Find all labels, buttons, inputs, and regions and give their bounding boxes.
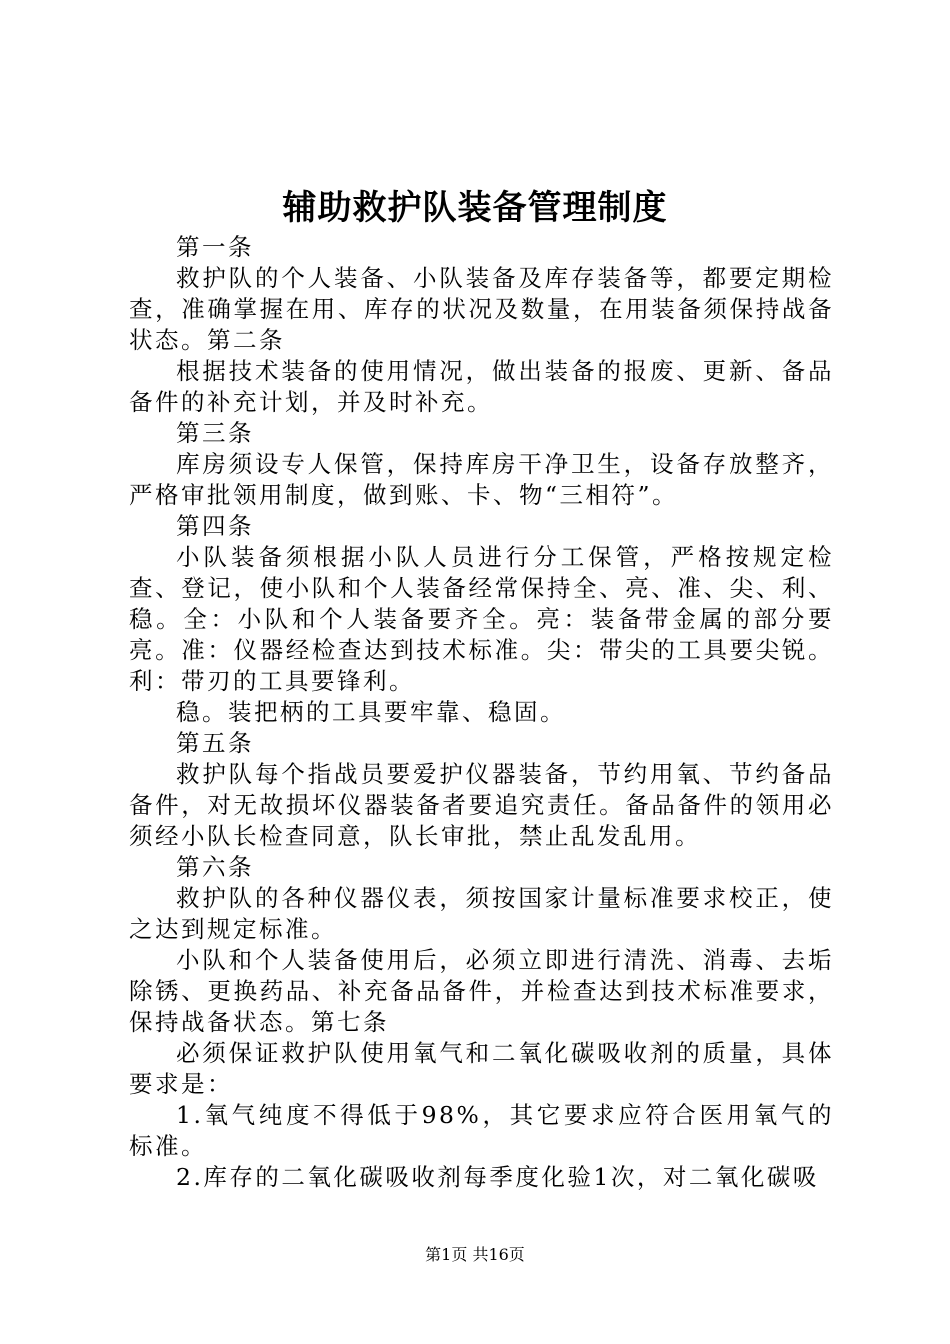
body-paragraph: 根据技术装备的使用情况，做出装备的报废、更新、备品备件的补充计划，并及时补充。 — [129, 357, 834, 416]
article-heading-6: 第六条 — [176, 853, 254, 881]
document-title: 辅助救护队装备管理制度 — [282, 188, 668, 228]
article-heading-4: 第四条 — [176, 512, 254, 540]
body-paragraph: 救护队的各种仪器仪表，须按国家计量标准要求校正，使之达到规定标准。 — [129, 884, 834, 943]
article-heading-1: 第一条 — [176, 233, 254, 261]
body-paragraph: 库房须设专人保管，保持库房干净卫生，设备存放整齐，严格审批领用制度，做到账、卡、物“三相符”。 — [129, 450, 834, 509]
body-paragraph: 救护队的个人装备、小队装备及库存装备等，都要定期检查，准确掌握在用、库存的状况及数量，在用装备须保持战备状态。第二条 — [129, 264, 834, 354]
body-paragraph: 稳。装把柄的工具要牢靠、稳固。 — [176, 698, 566, 726]
body-paragraph: 必须保证救护队使用氧气和二氧化碳吸收剂的质量，具体要求是： — [129, 1039, 834, 1098]
article-heading-5: 第五条 — [176, 729, 254, 757]
body-paragraph: 救护队每个指战员要爱护仪器装备，节约用氧、节约备品备件，对无故损坏仪器装备者要追究责任。备品备件的领用必须经小队长检查同意，队长审批，禁止乱发乱用。 — [129, 760, 834, 850]
list-item: 2.库存的二氧化碳吸收剂每季度化验1次，对二氧化碳吸 — [176, 1163, 819, 1191]
document-body — [129, 232, 834, 1193]
body-paragraph: 小队装备须根据小队人员进行分工保管，严格按规定检查、登记，使小队和个人装备经常保持全、亮、准、尖、利、稳。全：小队和个人装备要齐全。亮：装备带金属的部分要亮。准：仪器经检查达到技术标准。尖：带尖的工具要尖锐。利：带刃的工具要锋利。 — [129, 543, 834, 695]
page-number-footer: 第1页 共16页 — [425, 1245, 525, 1264]
list-item: 1.氧气纯度不得低于98%，其它要求应符合医用氧气的标准。 — [129, 1101, 834, 1160]
article-heading-3: 第三条 — [176, 419, 254, 447]
body-paragraph: 小队和个人装备使用后，必须立即进行清洗、消毒、去垢除锈、更换药品、补充备品备件，并检查达到技术标准要求，保持战备状态。第七条 — [129, 946, 834, 1036]
